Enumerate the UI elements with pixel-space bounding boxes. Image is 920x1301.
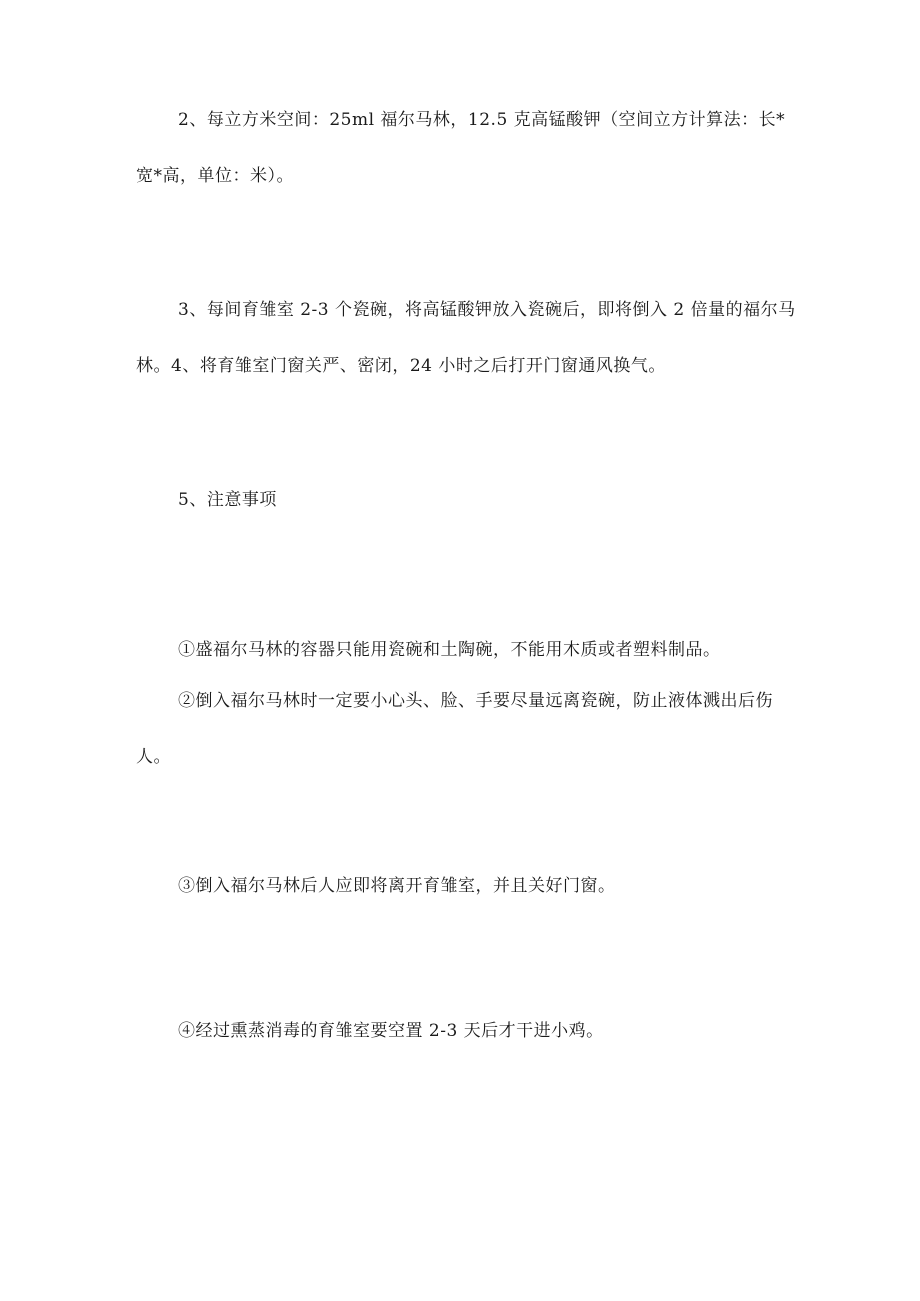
precaution-item-2: ②倒入福尔马林时一定要小心头、脸、手要尽量远离瓷碗，防止液体溅出后伤人。: [136, 691, 773, 767]
precaution-item-4: ④经过熏蒸消毒的育雏室要空置 2-3 天后才干进小鸡。: [178, 1021, 604, 1041]
section-heading-precautions: 5、注意事项: [178, 490, 277, 510]
paragraph-dosage: 2、每立方米空间：25ml 福尔马林，12.5 克高锰酸钾（空间立方计算法：长*宽*高，单位：米）。: [136, 110, 786, 186]
paragraph-procedure: 3、每间育雏室 2-3 个瓷碗，将高锰酸钾放入瓷碗后，即将倒入 2 倍量的福尔马林。4、将育雏室门窗关严、密闭，24 小时之后打开门窗通风换气。: [136, 300, 796, 376]
precaution-item-1: ①盛福尔马林的容器只能用瓷碗和土陶碗，不能用木质或者塑料制品。: [178, 640, 721, 660]
precaution-item-3: ③倒入福尔马林后人应即将离开育雏室，并且关好门窗。: [178, 876, 616, 896]
